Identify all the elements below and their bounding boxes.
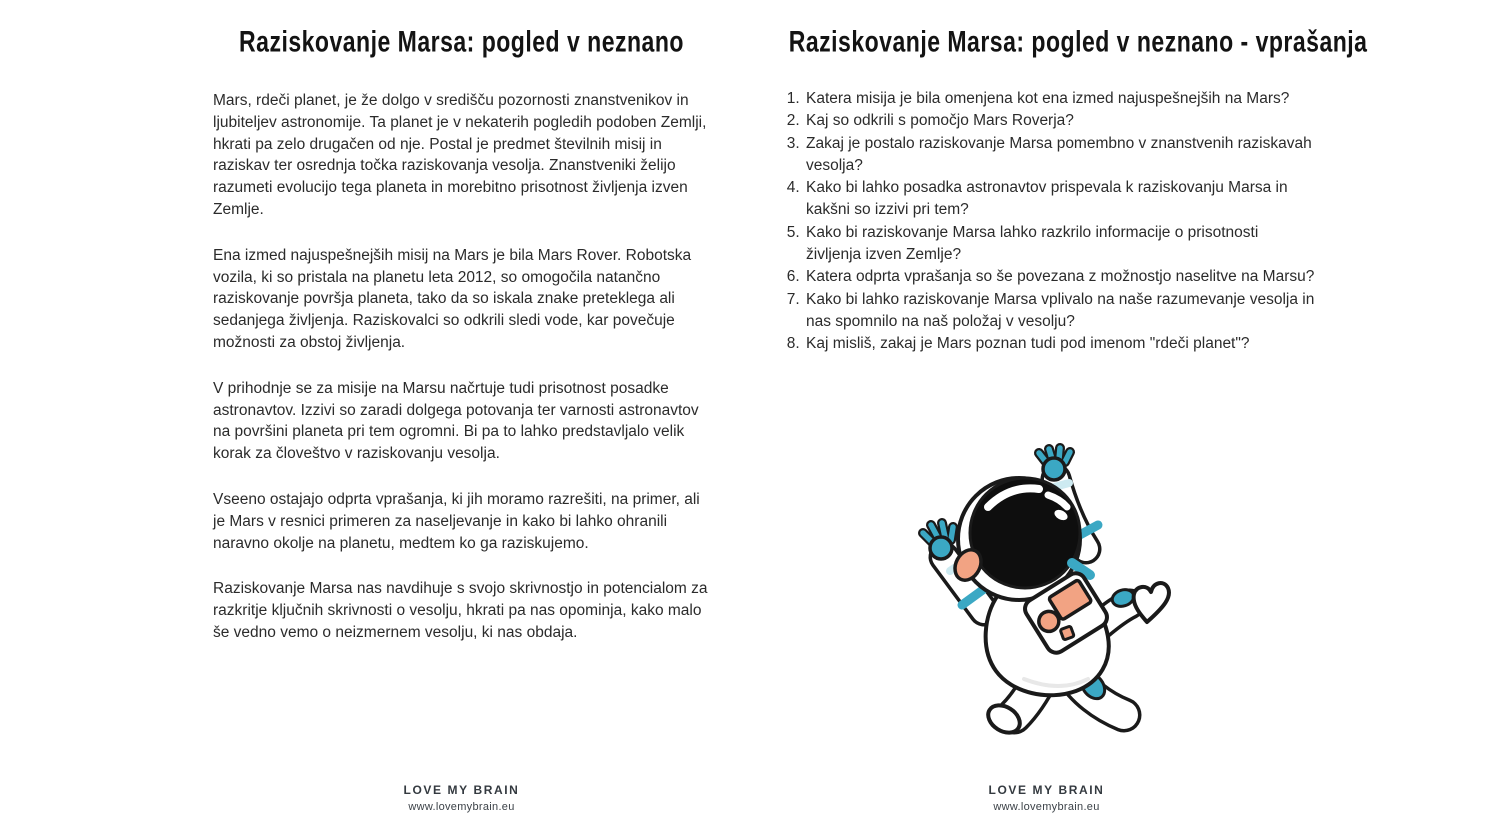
paragraph: Mars, rdeči planet, je že dolgo v središču pozornosti znanstvenikov in ljubiteljev astronomije. Ta planet je v nekaterih pogledih podoben Zemlji, hkrati pa zelo drugačen od nje. Postal je predmet številnih misij in raziskav ter osrednja točka raziskovanja vesolja. Znanstveniki želijo razumeti evolucijo tega planeta in morebitno prisotnost življenja izven Zemlje. — [213, 92, 707, 218]
question-item: 1. Katera misija je bila omenjena kot ena izmed najuspešnejših na Mars? — [804, 88, 1315, 110]
brand-url: www.lovemybrain.eu — [993, 801, 1100, 813]
astronaut-illustration — [920, 453, 1178, 735]
paragraph: Raziskovanje Marsa nas navdihuje s svojo skrivnostjo in potencialom za razkritje ključnih skrivnosti o vesolju, hkrati pa nas opominja, kako malo še vedno vemo o neizmernem vesolju, ki nas obdaja. — [213, 580, 708, 641]
question-item: 3. Zakaj je postalo raziskovanje Marsa pomembno v znanstvenih raziskavah vesolja? — [804, 133, 1315, 178]
brand-logo-text: LOVE MY BRAIN — [403, 783, 520, 797]
question-item: 7. Kako bi lahko raziskovanje Marsa vplivalo na naše razumevanje vesolja in nas spomnilo na naš položaj v vesolju? — [804, 289, 1315, 334]
question-item: 6. Katera odprta vprašanja so še povezana z možnostjo naselitve na Marsu? — [804, 266, 1315, 288]
astronaut-left-glove — [923, 523, 953, 559]
page-footer — [213, 783, 710, 813]
page-title: Raziskovanje Marsa: pogled v neznano — [239, 26, 684, 59]
helmet-visor — [970, 478, 1080, 588]
paragraph: Vseeno ostajajo odprta vprašanja, ki jih moramo razrešiti, na primer, ali je Mars v resnici primeren za naseljevanje in kako bi lahko ohranili naravno okolje na planetu, medtem ko ga raziskujemo. — [213, 490, 700, 552]
astronaut-bent-knee — [1100, 583, 1169, 625]
page-footer — [778, 783, 1315, 813]
question-item: 8. Kaj misliš, zakaj je Mars poznan tudi pod imenom "rdeči planet"? — [804, 333, 1315, 355]
page-questions — [778, 0, 1368, 839]
reading-text — [213, 90, 710, 668]
astronaut-svg — [920, 453, 1178, 735]
brand-logo-text: LOVE MY BRAIN — [988, 783, 1105, 797]
question-item: 4. Kako bi lahko posadka astronavtov prispevala k raziskovanju Marsa in kakšni so izzivi pri tem? — [804, 177, 1315, 222]
question-item: 2. Kaj so odkrili s pomočjo Mars Roverja? — [804, 110, 1315, 132]
question-list — [778, 88, 1315, 356]
paragraph: Ena izmed najuspešnejših misij na Mars je bila Mars Rover. Robotska vozila, ki so pristala na planetu leta 2012, so omogočila natančno raziskovanje površja planeta, tako da so iskala znake preteklega ali sedanjega življenja. Raziskovalci so odkrili sledi vode, kar povečuje možnosti za obstoj življenja. — [213, 246, 692, 351]
brand-url: www.lovemybrain.eu — [408, 801, 515, 813]
page-title: Raziskovanje Marsa: pogled v neznano - vprašanja — [788, 26, 1368, 59]
page-reading — [213, 0, 710, 839]
question-item: 5. Kako bi raziskovanje Marsa lahko razkrilo informacije o prisotnosti življenja izven Zemlje? — [804, 222, 1315, 267]
paragraph: V prihodnje se za misije na Marsu načrtuje tudi prisotnost posadke astronavtov. Izzivi so zaradi dolgega potovanja ter varnosti astronavtov na površini planeta pri tem ogromni. Bi pa to lahko predstavljalo velik korak za človeštvo v raziskovanju vesolja. — [213, 379, 699, 463]
